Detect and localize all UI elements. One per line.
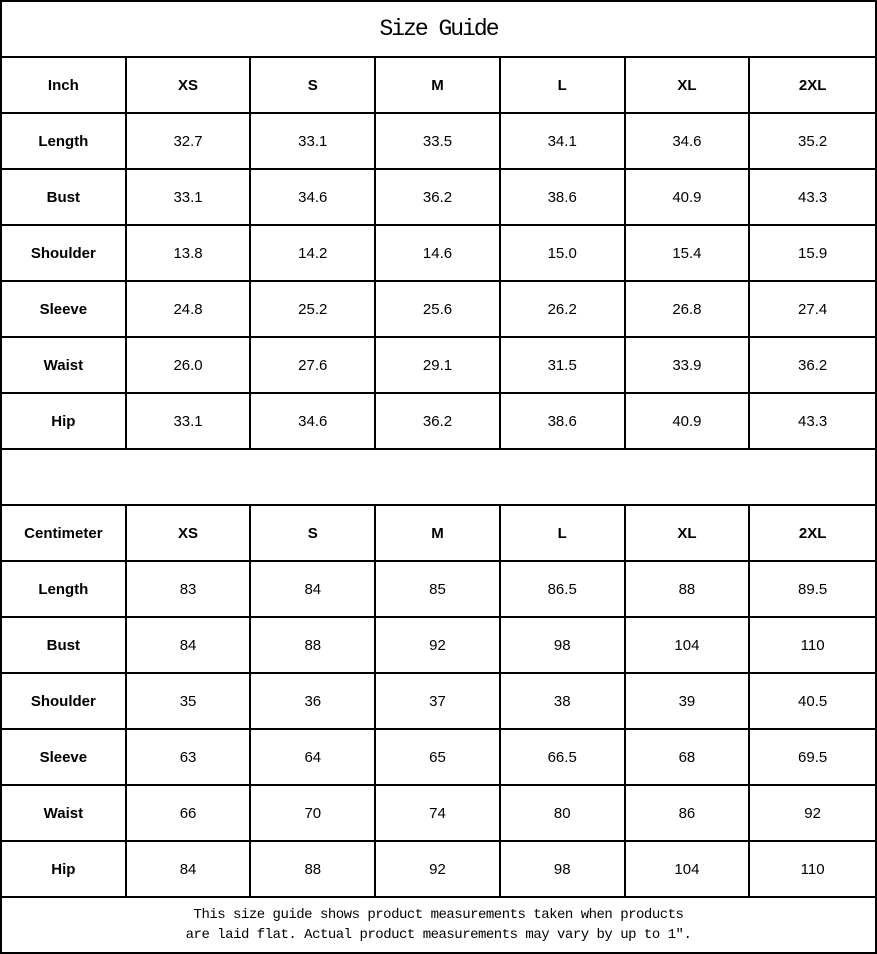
measurement-value: 35 — [127, 674, 252, 728]
footer-line-2: are laid flat. Actual product measurements may vary by up to 1″. — [185, 926, 692, 943]
measurement-label: Sleeve — [2, 282, 127, 336]
measurement-value: 40.5 — [798, 692, 828, 710]
measurement-value: 27.4 — [798, 300, 828, 318]
table-row — [2, 618, 875, 674]
measurement-value: 92 — [376, 842, 501, 896]
measurement-value: 65 — [376, 730, 501, 784]
measurement-value: 34.6 — [251, 394, 376, 448]
unit-label: Inch — [2, 58, 127, 112]
measurement-value: 88 — [251, 618, 376, 672]
measurement-value: 34.1 — [501, 114, 626, 168]
unit-label: Centimeter — [2, 506, 127, 560]
measurement-value: 26.2 — [501, 282, 626, 336]
measurement-value: 84 — [127, 618, 252, 672]
measurement-value: 15.4 — [626, 226, 751, 280]
inch-size-table — [2, 58, 875, 450]
footer-note — [2, 898, 875, 952]
measurement-label: Shoulder — [2, 674, 127, 728]
measurement-value: 80 — [501, 786, 626, 840]
measurement-value: 40.9 — [626, 170, 751, 224]
measurement-value: 13.8 — [127, 226, 252, 280]
size-column-header: XS — [127, 58, 252, 112]
measurement-value: 15.0 — [501, 226, 626, 280]
measurement-value: 84 — [251, 562, 376, 616]
measurement-value: 98 — [501, 618, 626, 672]
measurement-value: 70 — [251, 786, 376, 840]
measurement-value: 39 — [626, 674, 751, 728]
measurement-value: 33.9 — [626, 338, 751, 392]
measurement-value: 86.5 — [501, 562, 626, 616]
measurement-label: Sleeve — [2, 730, 127, 784]
measurement-value: 15.9 — [798, 244, 828, 262]
measurement-value: 31.5 — [501, 338, 626, 392]
table-row — [2, 282, 875, 338]
measurement-value: 26.8 — [626, 282, 751, 336]
measurement-value: 36 — [251, 674, 376, 728]
measurement-value: 84 — [127, 842, 252, 896]
measurement-value: 110 — [800, 636, 825, 654]
page-title: Size Guide — [379, 16, 498, 42]
table-row — [2, 170, 875, 226]
measurement-value: 25.6 — [376, 282, 501, 336]
measurement-value: 66.5 — [501, 730, 626, 784]
table-row — [2, 842, 875, 898]
title-row — [2, 2, 875, 58]
measurement-value: 33.1 — [127, 394, 252, 448]
table-row — [2, 674, 875, 730]
measurement-value: 34.6 — [251, 170, 376, 224]
measurement-label: Hip — [2, 394, 127, 448]
measurement-label: Shoulder — [2, 226, 127, 280]
measurement-value: 34.6 — [626, 114, 751, 168]
measurement-value: 36.2 — [376, 170, 501, 224]
size-column-header: S — [251, 58, 376, 112]
measurement-value: 35.2 — [798, 132, 828, 150]
measurement-value: 92 — [804, 804, 821, 822]
measurement-value: 36.2 — [376, 394, 501, 448]
table-row — [2, 786, 875, 842]
size-header-row — [2, 58, 875, 114]
centimeter-size-table — [2, 506, 875, 898]
measurement-value: 32.7 — [127, 114, 252, 168]
measurement-value: 86 — [626, 786, 751, 840]
measurement-value: 63 — [127, 730, 252, 784]
measurement-value: 40.9 — [626, 394, 751, 448]
measurement-value: 89.5 — [798, 580, 828, 598]
size-column-header: XS — [127, 506, 252, 560]
size-column-header: XL — [626, 58, 751, 112]
measurement-value: 14.2 — [251, 226, 376, 280]
measurement-value: 68 — [626, 730, 751, 784]
measurement-value: 104 — [626, 842, 751, 896]
measurement-value: 24.8 — [127, 282, 252, 336]
measurement-label: Hip — [2, 842, 127, 896]
measurement-value: 33.1 — [127, 170, 252, 224]
measurement-value: 88 — [626, 562, 751, 616]
measurement-label: Waist — [2, 338, 127, 392]
measurement-value: 104 — [626, 618, 751, 672]
measurement-value: 26.0 — [127, 338, 252, 392]
measurement-value: 92 — [376, 618, 501, 672]
measurement-label: Length — [2, 114, 127, 168]
measurement-value: 37 — [376, 674, 501, 728]
measurement-value: 38.6 — [501, 394, 626, 448]
measurement-value: 33.1 — [251, 114, 376, 168]
size-column-header: 2XL — [798, 524, 827, 542]
measurement-label: Waist — [2, 786, 127, 840]
measurement-value: 33.5 — [376, 114, 501, 168]
size-column-header: L — [501, 58, 626, 112]
measurement-value: 83 — [127, 562, 252, 616]
size-column-header: S — [251, 506, 376, 560]
measurement-value: 66 — [127, 786, 252, 840]
table-spacer — [2, 450, 875, 506]
table-row — [2, 394, 875, 450]
measurement-value: 38 — [501, 674, 626, 728]
measurement-value: 36.2 — [798, 356, 828, 374]
table-row — [2, 730, 875, 786]
measurement-value: 38.6 — [501, 170, 626, 224]
measurement-value: 64 — [251, 730, 376, 784]
measurement-label: Bust — [2, 618, 127, 672]
measurement-value: 98 — [501, 842, 626, 896]
size-column-header: L — [501, 506, 626, 560]
measurement-value: 43.3 — [798, 412, 828, 430]
measurement-value: 27.6 — [251, 338, 376, 392]
measurement-label: Length — [2, 562, 127, 616]
measurement-value: 110 — [800, 860, 825, 878]
measurement-value: 29.1 — [376, 338, 501, 392]
table-row — [2, 562, 875, 618]
size-column-header: M — [376, 58, 501, 112]
measurement-value: 43.3 — [798, 188, 828, 206]
table-row — [2, 226, 875, 282]
size-header-row — [2, 506, 875, 562]
measurement-value: 74 — [376, 786, 501, 840]
table-row — [2, 114, 875, 170]
measurement-value: 69.5 — [798, 748, 828, 766]
size-column-header: XL — [626, 506, 751, 560]
footer-line-1: This size guide shows product measurements taken when products — [193, 906, 684, 923]
measurement-value: 85 — [376, 562, 501, 616]
measurement-value: 14.6 — [376, 226, 501, 280]
measurement-value: 88 — [251, 842, 376, 896]
measurement-label: Bust — [2, 170, 127, 224]
size-column-header: 2XL — [798, 76, 827, 94]
measurement-value: 25.2 — [251, 282, 376, 336]
size-column-header: M — [376, 506, 501, 560]
table-row — [2, 338, 875, 394]
